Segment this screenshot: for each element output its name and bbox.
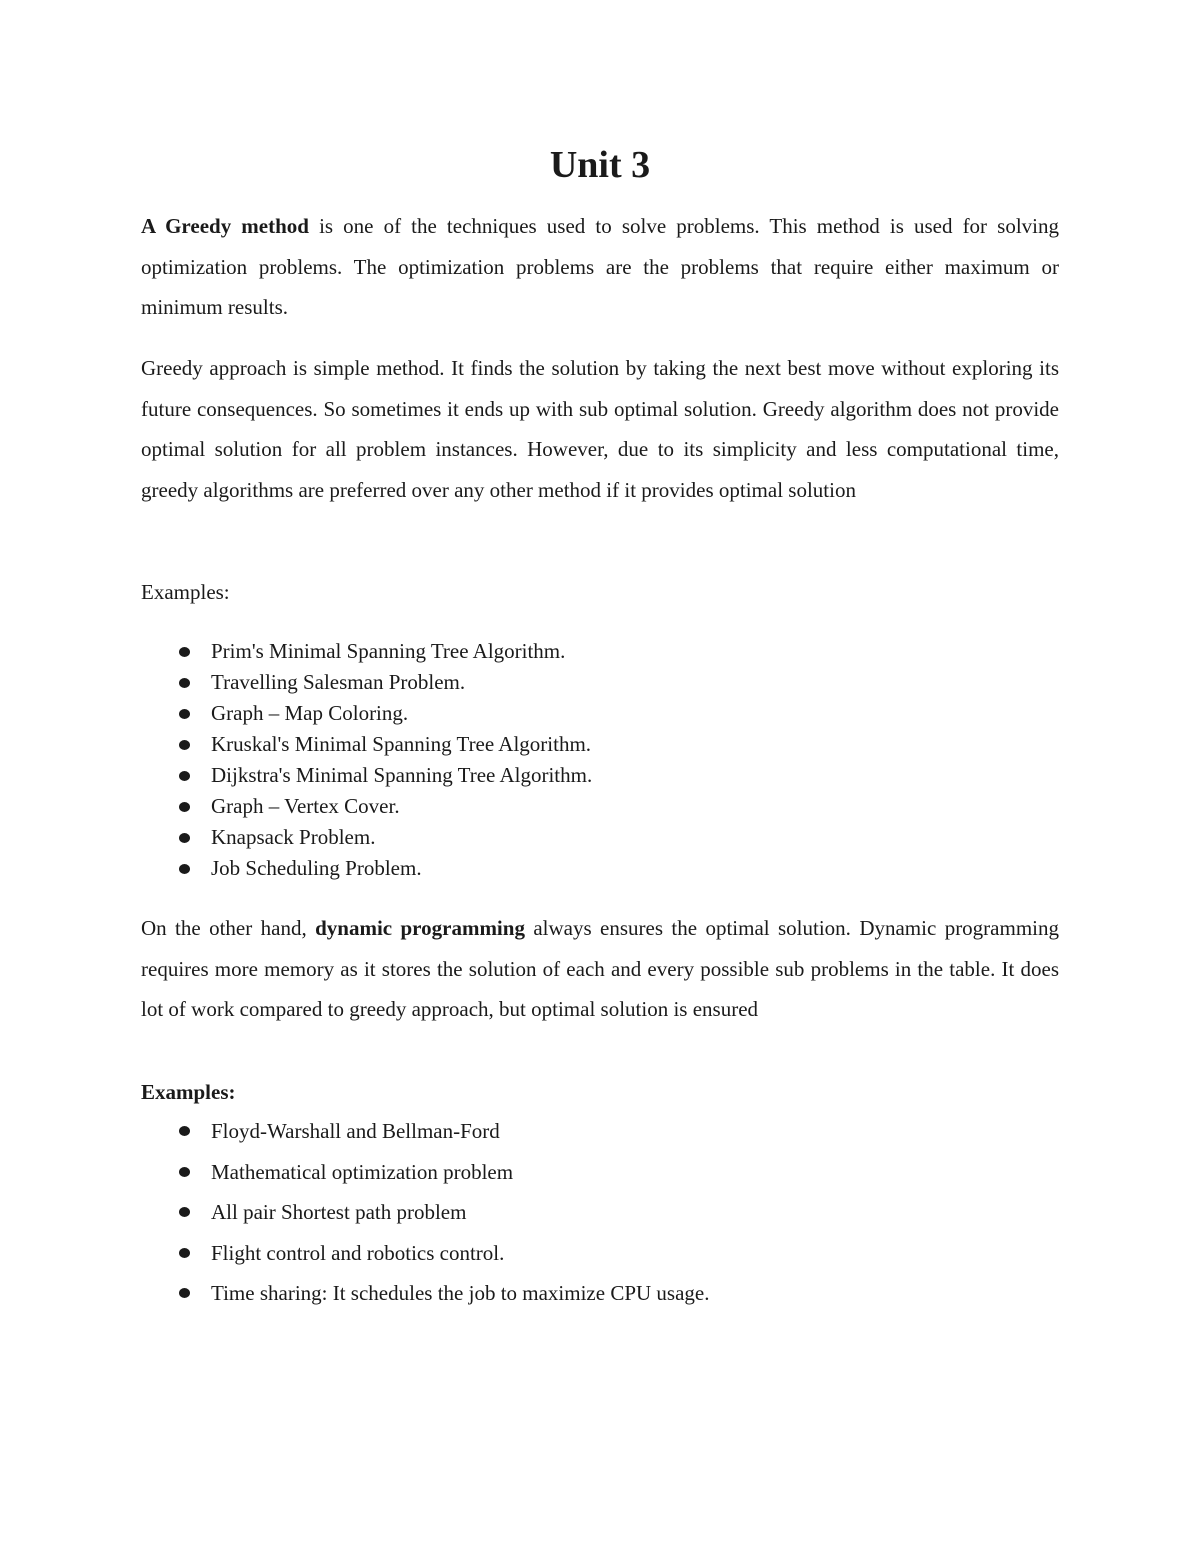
- bullet-icon: [179, 1288, 190, 1298]
- bullet-icon: [179, 678, 190, 688]
- greedy-approach-text: Greedy approach is simple method. It finds the solution by taking the next best move without exploring its future consequences. So sometimes it ends up with sub optimal solution. Greedy algorithm does not provide optimal solution for all problem instances. However, due to its simplicity and less computational time, greedy algorithms are preferred over any other method if it provides optimal solution: [141, 356, 1059, 503]
- bullet-icon: [179, 864, 190, 874]
- list-item: Kruskal's Minimal Spanning Tree Algorithm.: [141, 729, 1059, 760]
- list-item: Graph – Map Coloring.: [141, 698, 1059, 729]
- greedy-approach-paragraph: [141, 348, 1059, 511]
- greedy-method-term: A Greedy method: [141, 214, 309, 238]
- list-item: Knapsack Problem.: [141, 822, 1059, 853]
- list-item: Mathematical optimization problem: [141, 1152, 1059, 1193]
- bullet-icon: [179, 802, 190, 812]
- dynamic-programming-term: dynamic programming: [315, 916, 525, 940]
- list-item: Time sharing: It schedules the job to maximize CPU usage.: [141, 1273, 1059, 1314]
- page-title: Unit 3: [549, 144, 651, 186]
- bullet-icon: [179, 771, 190, 781]
- bullet-icon: [179, 1207, 190, 1217]
- greedy-method-paragraph: [141, 206, 1059, 328]
- bullet-icon: [179, 740, 190, 750]
- list-item: All pair Shortest path problem: [141, 1192, 1059, 1233]
- list-item: Travelling Salesman Problem.: [141, 667, 1059, 698]
- list-item: Prim's Minimal Spanning Tree Algorithm.: [141, 636, 1059, 667]
- dynamic-programming-paragraph: On the other hand, dynamic programming always ensures the optimal solution. Dynamic programming requires more memory as it stores the solution of each and every possible sub problems in the table. It does lot of work compared to greedy approach, but optimal solution is ensured: [141, 916, 1059, 1022]
- list-item: Job Scheduling Problem.: [141, 853, 1059, 884]
- greedy-method-text: is one of the techniques used to solve problems. This method is used for solving optimization problems. The optimization problems are the problems that require either maximum or minimum results.: [141, 214, 1059, 320]
- bullet-icon: [179, 709, 190, 719]
- greedy-examples-list: [141, 636, 1059, 884]
- bullet-icon: [179, 1167, 190, 1177]
- bullet-icon: [179, 647, 190, 657]
- dp-examples-list: [141, 1111, 1059, 1314]
- list-item: Dijkstra's Minimal Spanning Tree Algorithm.: [141, 760, 1059, 791]
- bullet-icon: [179, 1248, 190, 1258]
- bullet-icon: [179, 833, 190, 843]
- greedy-examples-label: Examples:: [141, 580, 230, 604]
- list-item: Floyd-Warshall and Bellman-Ford: [141, 1111, 1059, 1152]
- list-item: Flight control and robotics control.: [141, 1233, 1059, 1274]
- bullet-icon: [179, 1126, 190, 1136]
- dp-examples-label: Examples:: [141, 1080, 236, 1104]
- list-item: Graph – Vertex Cover.: [141, 791, 1059, 822]
